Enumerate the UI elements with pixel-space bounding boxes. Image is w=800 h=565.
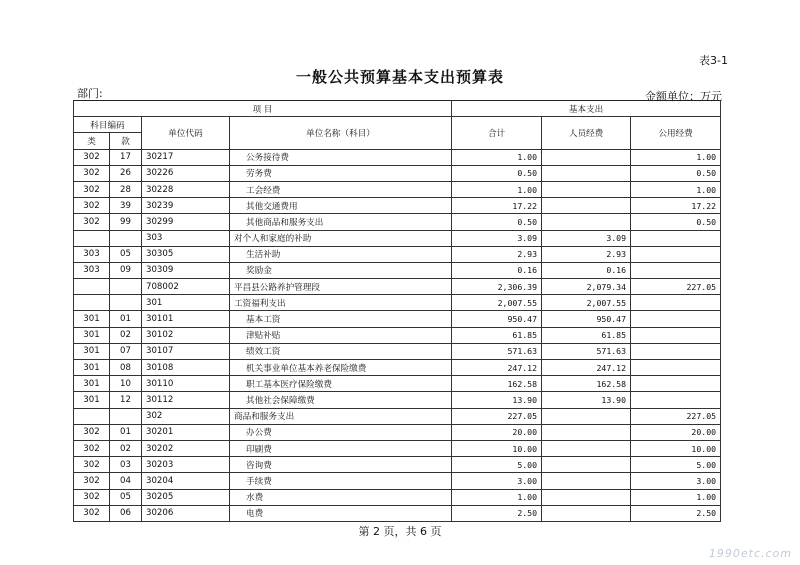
header-basic-expense: 基本支出 xyxy=(452,101,721,117)
header-lei: 类 xyxy=(74,133,110,149)
cell-unit-name: 机关事业单位基本养老保险缴费 xyxy=(230,360,452,376)
cell-unit-name: 绩效工资 xyxy=(230,343,452,359)
cell-unit-name: 其他交通费用 xyxy=(230,198,452,214)
table-row xyxy=(74,230,721,246)
cell-unit-code: 30228 xyxy=(142,181,230,197)
cell-personnel xyxy=(542,149,631,165)
table-row xyxy=(74,489,721,505)
cell-personnel: 247.12 xyxy=(542,360,631,376)
cell-personnel: 13.90 xyxy=(542,392,631,408)
cell-lei xyxy=(74,295,110,311)
cell-total: 0.50 xyxy=(452,214,542,230)
cell-unit-name: 其他社会保障缴费 xyxy=(230,392,452,408)
table-row xyxy=(74,262,721,278)
cell-total: 10.00 xyxy=(452,440,542,456)
cell-public xyxy=(631,360,721,376)
cell-total: 2,007.55 xyxy=(452,295,542,311)
cell-kuan: 26 xyxy=(110,165,142,181)
table-row xyxy=(74,376,721,392)
header-project: 项 目 xyxy=(74,101,452,117)
cell-unit-code: 30110 xyxy=(142,376,230,392)
cell-total: 1.00 xyxy=(452,149,542,165)
cell-lei: 301 xyxy=(74,360,110,376)
cell-kuan: 17 xyxy=(110,149,142,165)
cell-unit-code: 30112 xyxy=(142,392,230,408)
cell-unit-code: 30309 xyxy=(142,262,230,278)
table-row xyxy=(74,198,721,214)
cell-public xyxy=(631,327,721,343)
cell-unit-name: 基本工资 xyxy=(230,311,452,327)
cell-personnel xyxy=(542,457,631,473)
cell-unit-name: 职工基本医疗保险缴费 xyxy=(230,376,452,392)
cell-lei xyxy=(74,230,110,246)
cell-total: 61.85 xyxy=(452,327,542,343)
header-total: 合计 xyxy=(452,117,542,149)
cell-unit-name: 咨询费 xyxy=(230,457,452,473)
cell-unit-code: 708002 xyxy=(142,279,230,295)
cell-public xyxy=(631,392,721,408)
table-row xyxy=(74,360,721,376)
cell-lei: 302 xyxy=(74,149,110,165)
cell-kuan xyxy=(110,230,142,246)
cell-unit-name: 公务接待费 xyxy=(230,149,452,165)
table-row xyxy=(74,149,721,165)
cell-unit-name: 印刷费 xyxy=(230,440,452,456)
cell-lei: 302 xyxy=(74,489,110,505)
cell-total: 0.50 xyxy=(452,165,542,181)
header-public: 公用经费 xyxy=(631,117,721,149)
cell-kuan xyxy=(110,279,142,295)
cell-public: 0.50 xyxy=(631,214,721,230)
header-personnel: 人员经费 xyxy=(542,117,631,149)
cell-lei: 302 xyxy=(74,198,110,214)
cell-public: 227.05 xyxy=(631,408,721,424)
table-row xyxy=(74,408,721,424)
cell-unit-code: 30107 xyxy=(142,343,230,359)
cell-personnel: 950.47 xyxy=(542,311,631,327)
cell-kuan: 01 xyxy=(110,424,142,440)
cell-unit-code: 301 xyxy=(142,295,230,311)
cell-unit-code: 30205 xyxy=(142,489,230,505)
cell-kuan: 10 xyxy=(110,376,142,392)
cell-total: 20.00 xyxy=(452,424,542,440)
cell-public: 2.50 xyxy=(631,505,721,521)
cell-lei: 301 xyxy=(74,376,110,392)
cell-total: 2,306.39 xyxy=(452,279,542,295)
cell-unit-code: 30108 xyxy=(142,360,230,376)
cell-public xyxy=(631,295,721,311)
cell-unit-name: 办公费 xyxy=(230,424,452,440)
cell-unit-name: 劳务费 xyxy=(230,165,452,181)
cell-public: 5.00 xyxy=(631,457,721,473)
cell-kuan: 05 xyxy=(110,489,142,505)
budget-table xyxy=(73,100,721,522)
header-kuan: 款 xyxy=(110,133,142,149)
cell-personnel xyxy=(542,198,631,214)
table-row xyxy=(74,214,721,230)
table-row xyxy=(74,505,721,521)
cell-public: 3.00 xyxy=(631,473,721,489)
cell-personnel: 61.85 xyxy=(542,327,631,343)
cell-public: 17.22 xyxy=(631,198,721,214)
cell-kuan: 12 xyxy=(110,392,142,408)
cell-total: 2.50 xyxy=(452,505,542,521)
cell-lei xyxy=(74,408,110,424)
cell-kuan: 39 xyxy=(110,198,142,214)
cell-unit-code: 30299 xyxy=(142,214,230,230)
cell-lei: 301 xyxy=(74,343,110,359)
cell-lei: 303 xyxy=(74,262,110,278)
cell-unit-name: 水费 xyxy=(230,489,452,505)
cell-kuan: 08 xyxy=(110,360,142,376)
cell-kuan: 04 xyxy=(110,473,142,489)
cell-total: 227.05 xyxy=(452,408,542,424)
header-unit-code: 单位代码 xyxy=(142,117,230,149)
table-row xyxy=(74,473,721,489)
cell-lei: 302 xyxy=(74,424,110,440)
table-row xyxy=(74,181,721,197)
cell-personnel xyxy=(542,440,631,456)
cell-unit-name: 工资福利支出 xyxy=(230,295,452,311)
page-title: 一般公共预算基本支出预算表 xyxy=(295,68,504,86)
cell-lei: 301 xyxy=(74,392,110,408)
cell-lei: 302 xyxy=(74,165,110,181)
cell-public xyxy=(631,376,721,392)
header-row-2 xyxy=(74,117,721,133)
cell-unit-name: 商品和服务支出 xyxy=(230,408,452,424)
amount-unit-label: 金额单位：万元 xyxy=(645,90,722,103)
cell-public: 1.00 xyxy=(631,181,721,197)
cell-unit-code: 30206 xyxy=(142,505,230,521)
cell-personnel: 571.63 xyxy=(542,343,631,359)
cell-public: 1.00 xyxy=(631,489,721,505)
cell-unit-name: 平昌县公路养护管理段 xyxy=(230,279,452,295)
cell-lei: 301 xyxy=(74,311,110,327)
cell-lei: 302 xyxy=(74,214,110,230)
cell-unit-code: 30217 xyxy=(142,149,230,165)
header-row-1 xyxy=(74,101,721,117)
cell-personnel: 3.09 xyxy=(542,230,631,246)
cell-unit-code: 30305 xyxy=(142,246,230,262)
cell-personnel xyxy=(542,181,631,197)
cell-lei xyxy=(74,279,110,295)
table-row xyxy=(74,246,721,262)
cell-personnel xyxy=(542,424,631,440)
table-row xyxy=(74,440,721,456)
watermark: 1990etc.com xyxy=(708,547,792,560)
page-footer: 第 2 页，共 6 页 xyxy=(358,525,442,538)
table-row xyxy=(74,327,721,343)
cell-personnel: 2.93 xyxy=(542,246,631,262)
cell-kuan xyxy=(110,295,142,311)
table-row xyxy=(74,343,721,359)
cell-personnel xyxy=(542,473,631,489)
cell-public: 1.00 xyxy=(631,149,721,165)
cell-unit-name: 奖励金 xyxy=(230,262,452,278)
table-row xyxy=(74,279,721,295)
cell-public: 0.50 xyxy=(631,165,721,181)
cell-kuan: 01 xyxy=(110,311,142,327)
cell-personnel: 0.16 xyxy=(542,262,631,278)
cell-kuan: 07 xyxy=(110,343,142,359)
cell-unit-name: 对个人和家庭的补助 xyxy=(230,230,452,246)
table-row xyxy=(74,311,721,327)
cell-unit-name: 电费 xyxy=(230,505,452,521)
table-body xyxy=(74,149,721,521)
cell-personnel: 2,079.34 xyxy=(542,279,631,295)
cell-total: 5.00 xyxy=(452,457,542,473)
cell-unit-code: 30101 xyxy=(142,311,230,327)
cell-unit-code: 30203 xyxy=(142,457,230,473)
cell-unit-name: 生活补助 xyxy=(230,246,452,262)
cell-unit-code: 30226 xyxy=(142,165,230,181)
header-subject-code: 科目编码 xyxy=(74,117,142,133)
cell-kuan: 03 xyxy=(110,457,142,473)
cell-unit-name: 工会经费 xyxy=(230,181,452,197)
cell-public xyxy=(631,230,721,246)
cell-unit-code: 30204 xyxy=(142,473,230,489)
cell-kuan: 99 xyxy=(110,214,142,230)
header-unit-name: 单位名称（科目） xyxy=(230,117,452,149)
table-row xyxy=(74,392,721,408)
cell-kuan: 09 xyxy=(110,262,142,278)
table-row xyxy=(74,457,721,473)
table-number: 表3-1 xyxy=(699,54,728,67)
cell-public xyxy=(631,343,721,359)
cell-total: 3.09 xyxy=(452,230,542,246)
cell-unit-code: 30239 xyxy=(142,198,230,214)
cell-total: 0.16 xyxy=(452,262,542,278)
cell-unit-code: 30102 xyxy=(142,327,230,343)
cell-total: 2.93 xyxy=(452,246,542,262)
cell-unit-code: 302 xyxy=(142,408,230,424)
cell-public: 20.00 xyxy=(631,424,721,440)
cell-public xyxy=(631,246,721,262)
cell-personnel xyxy=(542,214,631,230)
cell-total: 247.12 xyxy=(452,360,542,376)
cell-unit-name: 手续费 xyxy=(230,473,452,489)
cell-public: 227.05 xyxy=(631,279,721,295)
cell-lei: 302 xyxy=(74,457,110,473)
cell-lei: 302 xyxy=(74,505,110,521)
budget-table-container xyxy=(73,100,720,522)
cell-personnel xyxy=(542,408,631,424)
cell-total: 3.00 xyxy=(452,473,542,489)
cell-kuan xyxy=(110,408,142,424)
cell-lei: 302 xyxy=(74,181,110,197)
table-row xyxy=(74,424,721,440)
cell-personnel: 162.58 xyxy=(542,376,631,392)
cell-lei: 303 xyxy=(74,246,110,262)
cell-unit-code: 30201 xyxy=(142,424,230,440)
cell-lei: 301 xyxy=(74,327,110,343)
cell-lei: 302 xyxy=(74,473,110,489)
cell-total: 17.22 xyxy=(452,198,542,214)
cell-lei: 302 xyxy=(74,440,110,456)
cell-kuan: 28 xyxy=(110,181,142,197)
table-row xyxy=(74,295,721,311)
cell-unit-name: 其他商品和服务支出 xyxy=(230,214,452,230)
cell-total: 950.47 xyxy=(452,311,542,327)
cell-total: 1.00 xyxy=(452,489,542,505)
cell-kuan: 02 xyxy=(110,440,142,456)
cell-public: 10.00 xyxy=(631,440,721,456)
cell-unit-name: 津贴补贴 xyxy=(230,327,452,343)
cell-unit-code: 303 xyxy=(142,230,230,246)
cell-personnel xyxy=(542,505,631,521)
cell-personnel: 2,007.55 xyxy=(542,295,631,311)
cell-unit-code: 30202 xyxy=(142,440,230,456)
cell-kuan: 06 xyxy=(110,505,142,521)
cell-personnel xyxy=(542,489,631,505)
department-label: 部门: xyxy=(77,87,103,100)
cell-kuan: 02 xyxy=(110,327,142,343)
cell-public xyxy=(631,262,721,278)
cell-personnel xyxy=(542,165,631,181)
cell-total: 571.63 xyxy=(452,343,542,359)
cell-kuan: 05 xyxy=(110,246,142,262)
cell-total: 13.90 xyxy=(452,392,542,408)
cell-total: 1.00 xyxy=(452,181,542,197)
cell-total: 162.58 xyxy=(452,376,542,392)
cell-public xyxy=(631,311,721,327)
table-row xyxy=(74,165,721,181)
